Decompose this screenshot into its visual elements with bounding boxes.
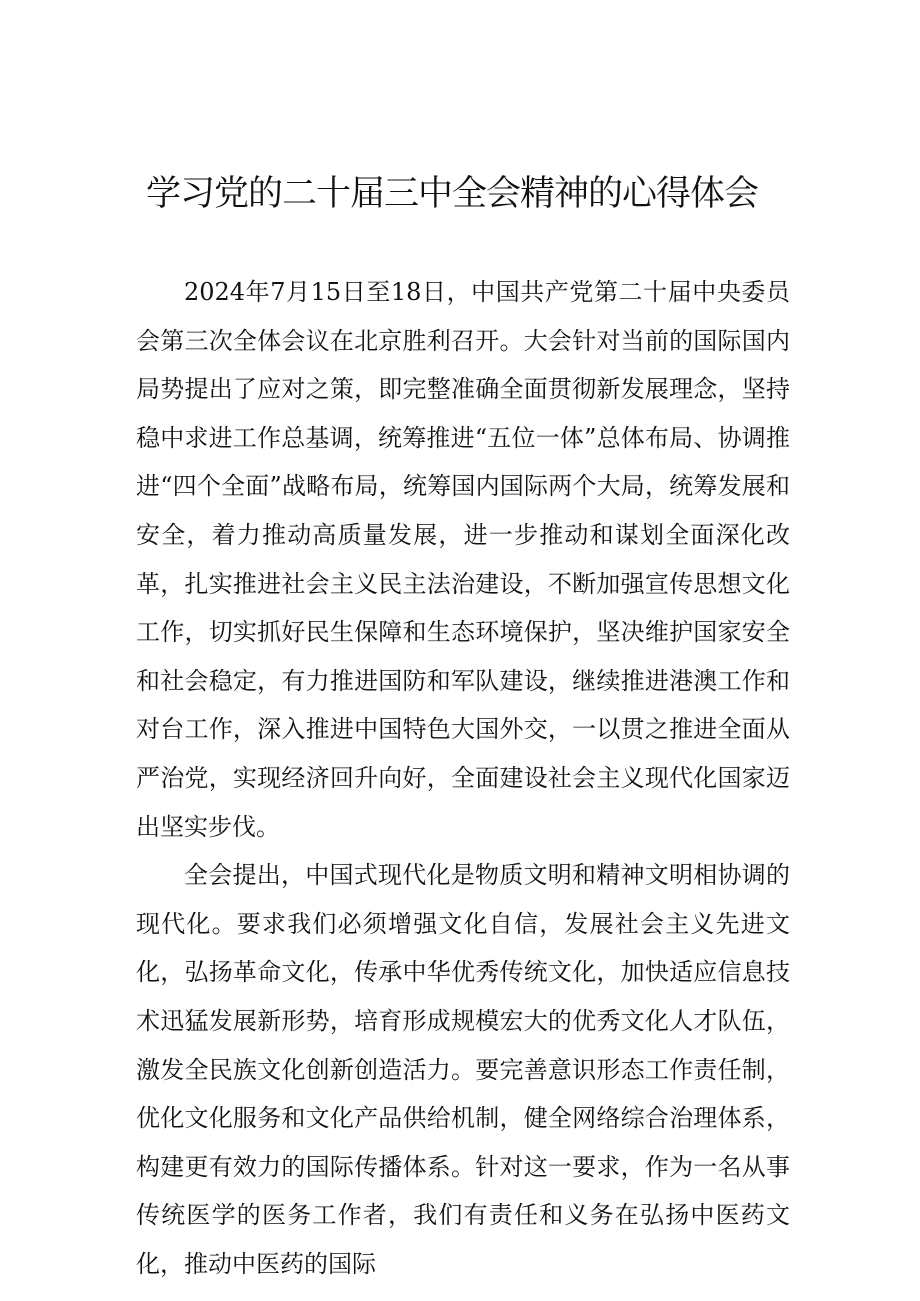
- paragraph-1: 2024年7月15日至18日，中国共产党第二十届中央委员会第三次全体会议在北京胜利召开。大会针对当前的国际国内局势提出了应对之策，即完整准确全面贯彻新发展理念，坚持稳中求进工作总基调，统筹推进“五位一体”总体布局、协调推进“四个全面”战略布局，统筹国内国际两个大局，统筹发展和安全，着力推动高质量发展，进一步推动和谋划全面深化改革，扎实推进社会主义民主法治建设，不断加强宣传思想文化工作，切实抓好民生保障和生态环境保护，坚决维护国家安全和社会稳定，有力推进国防和军队建设，继续推进港澳工作和对台工作，深入推进中国特色大国外交，一以贯之推进全面从严治党，实现经济回升向好，全面建设社会主义现代化国家迈出坚实步伐。: [136, 278, 790, 841]
- document-title: 学习党的二十届三中全会精神的心得体会: [146, 174, 759, 214]
- document-body: [136, 268, 790, 1288]
- paragraph-2: 全会提出，中国式现代化是物质文明和精神文明相协调的现代化。要求我们必须增强文化自信，发展社会主义先进文化，弘扬革命文化，传承中华优秀传统文化，加快适应信息技术迅猛发展新形势，培育形成规模宏大的优秀文化人才队伍，激发全民族文化创新创造活力。要完善意识形态工作责任制，优化文化服务和文化产品供给机制，健全网络综合治理体系，构建更有效力的国际传播体系。针对这一要求，作为一名从事传统医学的医务工作者，我们有责任和义务在弘扬中医药文化，推动中医药的国际: [136, 861, 790, 1278]
